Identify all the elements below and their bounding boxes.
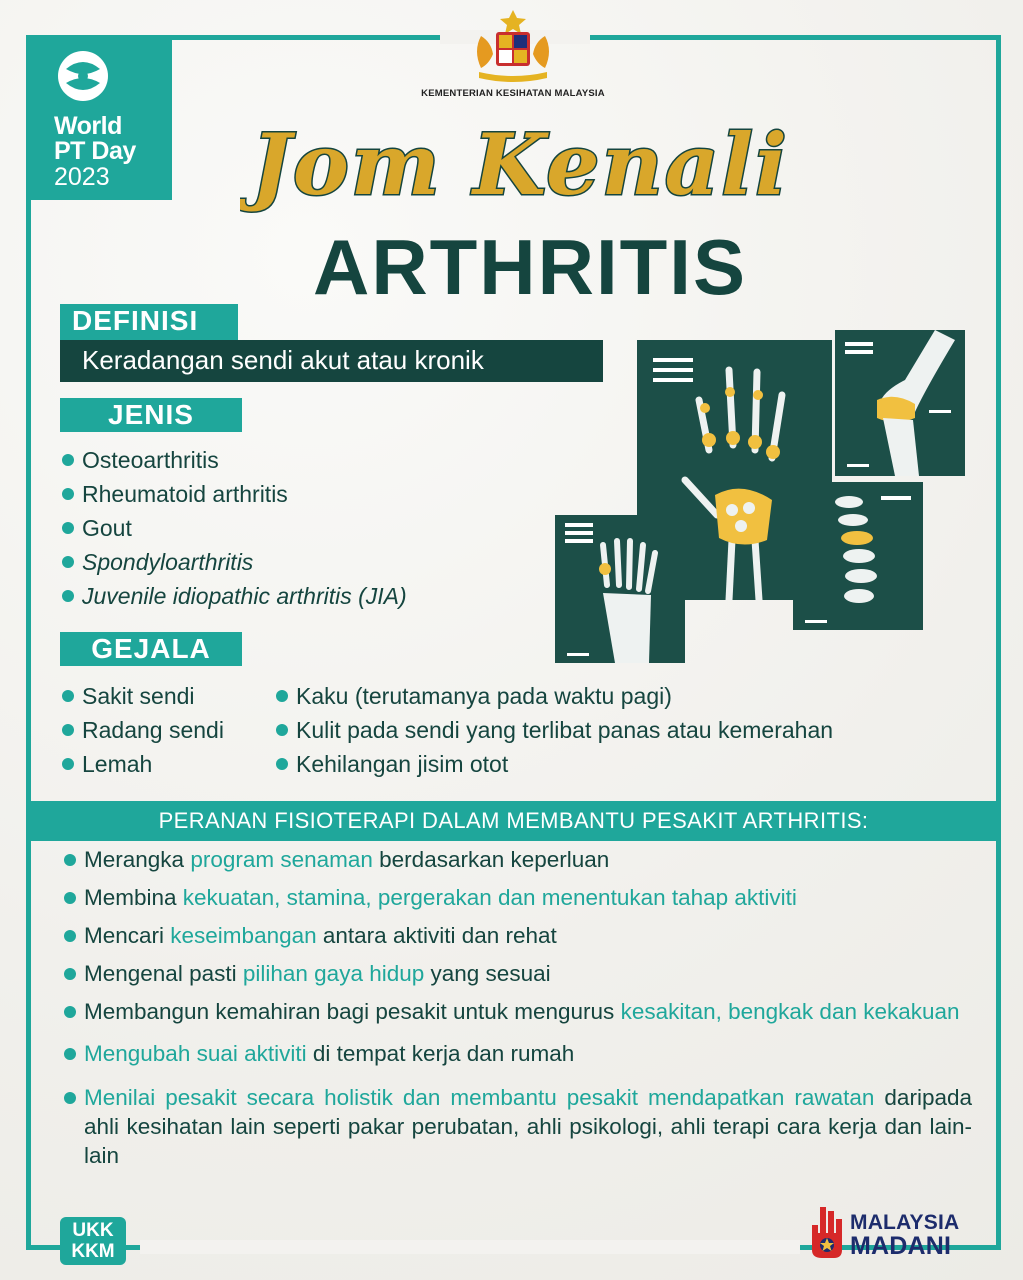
gejala-item: Kulit pada sendi yang terlibat panas atau kemerahan — [274, 713, 994, 747]
badge-line2: PT Day — [54, 137, 136, 165]
gejala-item: Kaku (terutamanya pada waktu pagi) — [274, 679, 994, 713]
gejala-list-right — [274, 679, 994, 781]
badge-line1: World — [54, 112, 122, 140]
malaysia-madani-hand-icon — [808, 1205, 846, 1260]
ukk-line2: KKM — [71, 1241, 115, 1262]
frame-gap-bottom — [140, 1240, 800, 1254]
script-title: Jom Kenali — [251, 115, 789, 214]
foot-xray-card — [555, 515, 685, 663]
gejala-label: GEJALA — [60, 632, 242, 666]
world-pt-day-logo-icon — [56, 49, 110, 103]
peranan-item: Merangka program senaman berdasarkan keperluan — [62, 845, 972, 874]
peranan-list — [62, 845, 972, 1170]
script-title-svg — [240, 112, 800, 222]
jenis-list — [60, 443, 560, 613]
gejala-item: Radang sendi — [60, 713, 270, 747]
main-title: ARTHRITIS — [313, 223, 747, 311]
jenis-item: Spondyloarthritis — [60, 545, 560, 579]
gejala-item: Kehilangan jisim otot — [274, 747, 994, 781]
peranan-item: Membina kekuatan, stamina, pergerakan dan menentukan tahap aktiviti — [62, 883, 972, 912]
madani-line1: MALAYSIA — [850, 1211, 960, 1234]
spine-xray-card — [793, 482, 923, 630]
world-pt-day-badge — [26, 35, 172, 200]
badge-year: 2023 — [54, 163, 110, 191]
jenis-label: JENIS — [60, 398, 242, 432]
peranan-item: Menilai pesakit secara holistik dan membantu pesakit mendapatkan rawatan daripada ahli kesihatan lain seperti pakar perubatan, ahli psikologi, ahli terapi cara kerja dan lain-lain — [62, 1083, 972, 1170]
peranan-item: Mengenal pasti pilihan gaya hidup yang sesuai — [62, 959, 972, 988]
foot-xray-icon — [555, 515, 685, 663]
malaysia-coat-of-arms-icon — [463, 6, 563, 86]
knee-xray-card — [835, 330, 965, 476]
ukk-kkm-logo — [60, 1217, 126, 1265]
gejala-item: Sakit sendi — [60, 679, 270, 713]
jenis-item: Rheumatoid arthritis — [60, 477, 560, 511]
madani-line2: MADANI — [850, 1232, 952, 1260]
peranan-item: Mengubah suai aktiviti di tempat kerja dan rumah — [62, 1039, 972, 1068]
peranan-heading: PERANAN FISIOTERAPI DALAM MEMBANTU PESAKIT ARTHRITIS: — [26, 801, 1001, 841]
spine-xray-icon — [793, 482, 923, 630]
gejala-item: Lemah — [60, 747, 270, 781]
jenis-item: Gout — [60, 511, 560, 545]
definisi-label: DEFINISI — [60, 304, 238, 340]
ukk-line1: UKK — [72, 1220, 114, 1241]
ministry-name: KEMENTERIAN KESIHATAN MALAYSIA — [421, 88, 605, 99]
peranan-item: Membangun kemahiran bagi pesakit untuk mengurus kesakitan, bengkak dan kekakuan — [62, 997, 972, 1026]
jenis-item: Osteoarthritis — [60, 443, 560, 477]
peranan-item: Mencari keseimbangan antara aktiviti dan rehat — [62, 921, 972, 950]
definisi-text: Keradangan sendi akut atau kronik — [60, 340, 603, 382]
malaysia-madani-logo — [850, 1212, 959, 1258]
jenis-item: Juvenile idiopathic arthritis (JIA) — [60, 579, 560, 613]
gejala-list-left — [60, 679, 270, 781]
knee-xray-icon — [835, 330, 965, 476]
